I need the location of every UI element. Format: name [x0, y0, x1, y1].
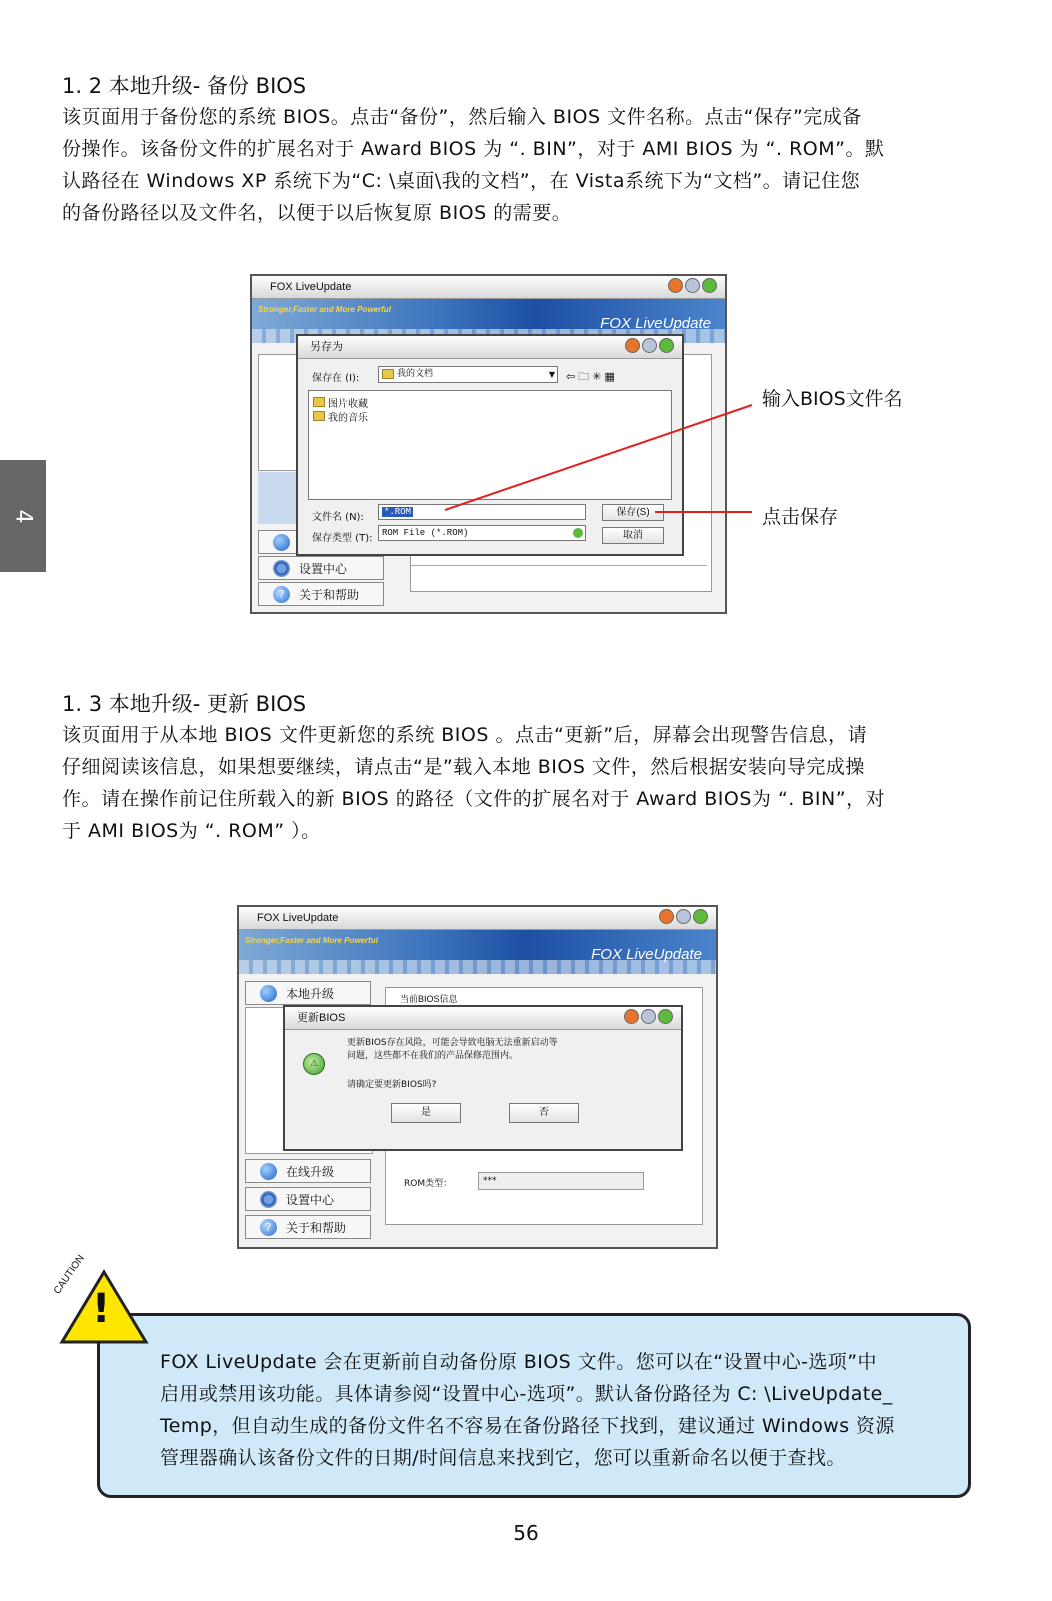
back-icon[interactable]: ⇦: [566, 370, 579, 383]
up-folder-icon[interactable]: 🗀: [578, 370, 593, 383]
nav-item-label: 设置中心: [286, 1193, 335, 1207]
nav-item-label: 在线升级: [286, 1165, 335, 1179]
confirm-question: 请确定要更新BIOS吗?: [347, 1080, 437, 1090]
view-menu-icon[interactable]: ▦: [604, 370, 618, 383]
gear-icon: [260, 1191, 277, 1208]
paragraph-line: 该页面用于从本地 BIOS 文件更新您的系统 BIOS 。点击“更新”后，屏幕会出现警告信息，请: [62, 724, 868, 746]
window-title: FOX LiveUpdate: [270, 281, 352, 293]
paragraph-line: 仔细阅读该信息，如果想要继续，请点击“是”载入本地 BIOS 文件，然后根据安装向导完成操: [62, 756, 865, 778]
current-bios-tab[interactable]: 当前BIOS信息: [400, 994, 458, 1004]
nav-item-label: 设置中心: [299, 562, 348, 576]
nav-item-local[interactable]: [245, 981, 371, 1005]
save-in-label: 保存在 (I):: [312, 373, 360, 384]
cancel-button[interactable]: 取消: [602, 527, 664, 544]
paragraph-line: 于 AMI BIOS为 “. ROM” ）。: [62, 820, 321, 842]
nav-item-label: 本地升级: [286, 987, 335, 1001]
paragraph-line: 认路径在 Windows XP 系统下为“C: \桌面\我的文档”，在 Vista系统下为“文档”。请记住您: [62, 170, 861, 192]
help-icon: ?: [260, 1219, 277, 1236]
caution-line: Temp，但自动生成的备份文件名不容易在备份路径下找到，建议通过 Windows 资源: [160, 1415, 895, 1437]
no-button[interactable]: 否: [509, 1103, 579, 1123]
banner-logo: FOX LiveUpdate: [600, 315, 711, 332]
dialog-titlebar: [285, 1007, 681, 1030]
warning-line: 更新BIOS存在风险，可能会导致电脑无法重新启动等: [347, 1038, 558, 1048]
section-heading-update: 1. 3 本地升级- 更新 BIOS: [62, 692, 307, 716]
chapter-number: 4: [10, 509, 36, 523]
yes-button[interactable]: 是: [391, 1103, 461, 1123]
rom-type-field: ***: [478, 1172, 644, 1190]
banner-logo: FOX LiveUpdate: [591, 946, 702, 963]
banner-slogan: Stronger,Faster and More Powerful: [258, 305, 391, 314]
save-in-value: 我的文档: [397, 369, 434, 379]
callout-enter-name: 输入BIOS文件名: [762, 388, 903, 410]
window-title: FOX LiveUpdate: [257, 912, 339, 924]
paragraph-line: 份操作。该备份文件的扩展名对于 Award BIOS 为 “. BIN”，对于 AMI BIOS 为 “. ROM”。默: [62, 138, 885, 160]
close-icon[interactable]: [693, 909, 708, 924]
caution-text: [160, 1346, 960, 1474]
file-name: 我的音乐: [328, 413, 368, 424]
nav-item-help[interactable]: [245, 1215, 371, 1239]
callout-click-save: 点击保存: [762, 506, 839, 528]
dropdown-arrow-icon[interactable]: ▼: [548, 370, 555, 379]
nav-item-label: 关于和帮助: [299, 588, 360, 602]
caution-line: FOX LiveUpdate 会在更新前自动备份原 BIOS 文件。您可以在“设置中心-选项”中: [160, 1351, 877, 1373]
filename-value: *.ROM: [384, 507, 412, 517]
warning-message: [347, 1037, 558, 1063]
warning-icon: ⚠: [303, 1053, 325, 1075]
save-button[interactable]: 保存(S): [602, 504, 664, 521]
restore-icon[interactable]: [676, 909, 691, 924]
filetype-label: 保存类型 (T):: [312, 533, 373, 544]
monitor-icon: [260, 985, 277, 1002]
paragraph-line: 作。请在操作前记住所载入的新 BIOS 的路径（文件的扩展名对于 Award BIOS为 “. BIN”，对: [62, 788, 886, 810]
caution-line: 启用或禁用该功能。具体请参阅“设置中心-选项”。默认备份路径为 C: \LiveUpdate_: [160, 1383, 893, 1405]
dialog-title: 更新BIOS: [297, 1012, 346, 1024]
minimize-icon[interactable]: [624, 1009, 639, 1024]
file-name: 图片收藏: [328, 399, 368, 410]
window-titlebar: [239, 907, 716, 930]
paragraph-line: 的备份路径以及文件名，以便于以后恢复原 BIOS 的需要。: [62, 202, 572, 224]
filename-label: 文件名 (N):: [312, 512, 364, 523]
restore-icon[interactable]: [641, 1009, 656, 1024]
warning-line: 问题，这些都不在我们的产品保修范围内。: [347, 1051, 519, 1061]
paragraph-line: 该页面用于备份您的系统 BIOS。点击“备份”，然后输入 BIOS 文件名称。点击“保存”完成备: [62, 106, 862, 128]
rom-type-label: ROM类型：: [404, 1179, 453, 1189]
app-banner: [239, 930, 716, 974]
nav-item-label: 关于和帮助: [286, 1221, 347, 1235]
update-bios-dialog: [283, 1005, 683, 1151]
close-icon[interactable]: [658, 1009, 673, 1024]
nav-item-online[interactable]: [245, 1159, 371, 1183]
globe-icon: [260, 1163, 277, 1180]
new-folder-icon[interactable]: ✳: [592, 370, 605, 383]
dialog-title: 另存为: [310, 341, 343, 353]
section-paragraph-update: [62, 719, 992, 847]
callout-line-filename: [445, 405, 752, 510]
nav-item-settings[interactable]: [245, 1187, 371, 1211]
filetype-value: ROM File (*.ROM): [382, 528, 469, 538]
liveupdate-window-update: [237, 905, 718, 1249]
caution-mark: !: [92, 1286, 111, 1332]
page-number: 56: [513, 1521, 539, 1545]
help-icon: ?: [273, 586, 290, 603]
minimize-icon[interactable]: [659, 909, 674, 924]
banner-slogan: Stronger,Faster and More Powerful: [245, 936, 378, 945]
caution-label: CAUTION: [52, 1253, 87, 1297]
caution-line: 管理器确认该备份文件的日期/时间信息来找到它，您可以重新命名以便于查找。: [160, 1447, 846, 1469]
section-heading-backup: 1. 2 本地升级- 备份 BIOS: [62, 74, 307, 98]
